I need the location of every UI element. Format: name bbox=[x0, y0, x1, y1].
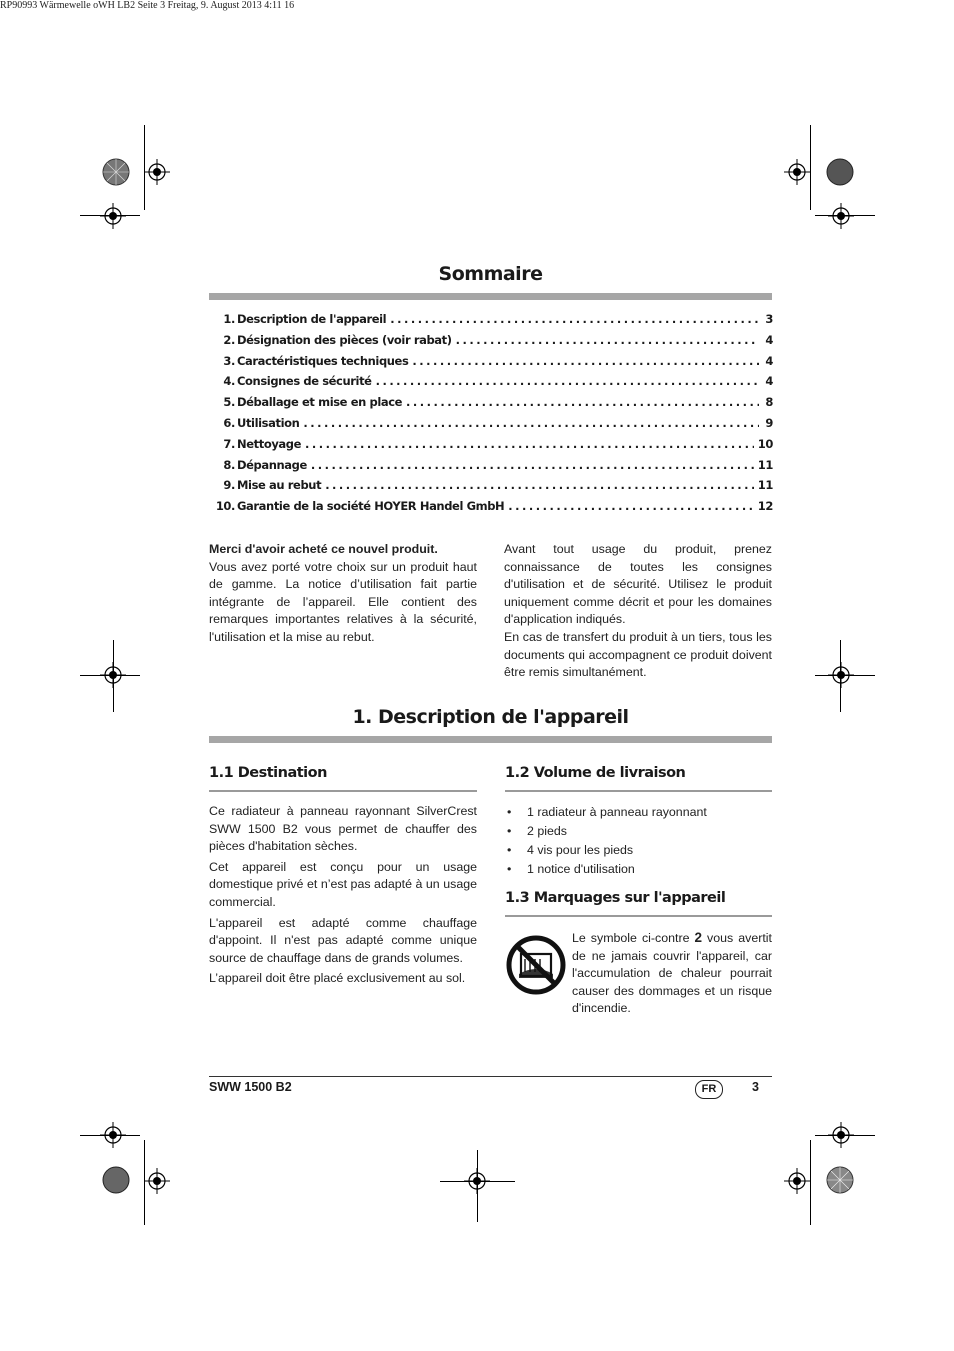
toc-entry[interactable]: 7. Nettoyage ..... 10 bbox=[205, 437, 773, 458]
intro-paragraph: En cas de transfert du produit à un tiers, tous les documents qui accompagnent ce produit doivent être remis simultanément. bbox=[504, 629, 772, 680]
registration-mark-icon bbox=[144, 159, 170, 185]
registration-mark-icon bbox=[828, 203, 854, 229]
registration-mark-icon bbox=[784, 159, 810, 185]
toc-entry[interactable]: 6. Utilisation ..... 9 bbox=[205, 416, 773, 437]
table-of-contents bbox=[205, 312, 773, 520]
part-reference: 2 bbox=[694, 930, 703, 945]
color-rosette-icon bbox=[826, 1166, 854, 1194]
registration-mark-icon bbox=[828, 662, 854, 688]
list-item: • 1 radiateur à panneau rayonnant bbox=[505, 803, 707, 822]
language-badge: FR bbox=[695, 1080, 723, 1099]
subsection-rule bbox=[209, 790, 477, 792]
toc-entry[interactable]: 8. Dépannage ..... 11 bbox=[205, 458, 773, 479]
intro-right-column bbox=[504, 541, 772, 682]
thanks-heading: Merci d'avoir acheté ce nouvel produit. bbox=[209, 542, 438, 556]
destination-paragraph: L'appareil est adapté comme chauffage d'appoint. Il n'est pas adapté comme unique source de chauffage dans de grands volumes. bbox=[209, 915, 477, 965]
registration-mark-icon bbox=[100, 203, 126, 229]
toc-entry[interactable]: 3. Caractéristiques techniques ..... 4 bbox=[205, 354, 773, 375]
list-item: • 4 vis pour les pieds bbox=[505, 841, 707, 860]
volume-heading: 1.2 Volume de livraison bbox=[505, 765, 686, 781]
registration-mark-icon bbox=[144, 1168, 170, 1194]
marquages-text: Le symbole ci-contre 2 vous avertit de ne jamais couvrir l'appareil, car l'accumulation de chaleur pourrait causer des dommages et un risque d'incendie. bbox=[572, 930, 772, 1016]
print-header: RP90993 Wärmewelle oWH LB2 Seite 3 Freitag, 9. August 2013 4:11 16 bbox=[0, 0, 295, 11]
toc-entry[interactable]: 4. Consignes de sécurité ..... 4 bbox=[205, 374, 773, 395]
model-number: SWW 1500 B2 bbox=[209, 1080, 292, 1094]
intro-paragraph: Vous avez porté votre choix sur un produit haut de gamme. La notice d’utilisation fait partie intégrante de l’appareil. Elle contient des remarques importantes relatives à la sécurité, l'utilisation et la mise au rebut. bbox=[209, 559, 477, 644]
color-rosette-icon bbox=[102, 1166, 130, 1194]
destination-paragraph: Ce radiateur à panneau rayonnant SilverCrest SWW 1500 B2 vous permet de chauffer des pièces d'habitation sèches. bbox=[209, 804, 477, 854]
section-rule bbox=[209, 736, 772, 743]
intro-left-column bbox=[209, 541, 477, 647]
toc-entry[interactable]: 1. Description de l'appareil ..... 3 bbox=[205, 312, 773, 333]
registration-mark-icon bbox=[100, 662, 126, 688]
registration-mark-icon bbox=[828, 1122, 854, 1148]
page-number: 3 bbox=[752, 1080, 759, 1094]
marquages-heading: 1.3 Marquages sur l'appareil bbox=[505, 890, 726, 906]
registration-mark-icon bbox=[784, 1168, 810, 1194]
delivery-list bbox=[505, 803, 707, 879]
destination-paragraph: L’appareil doit être placé exclusivement au sol. bbox=[209, 971, 466, 986]
sommaire-rule bbox=[209, 293, 772, 300]
destination-paragraph: Cet appareil est conçu pour un usage domestique privé et n’est pas adapté à un usage commercial. bbox=[209, 859, 477, 909]
registration-mark-icon bbox=[464, 1168, 490, 1194]
toc-entry[interactable]: 10. Garantie de la société HOYER Handel GmbH ..... 12 bbox=[205, 499, 773, 520]
subsection-rule bbox=[505, 790, 772, 792]
do-not-cover-icon bbox=[505, 934, 567, 996]
toc-entry[interactable]: 9. Mise au rebut ..... 11 bbox=[205, 478, 773, 499]
subsection-rule bbox=[505, 915, 772, 917]
registration-mark-icon bbox=[100, 1122, 126, 1148]
list-item: • 1 notice d'utilisation bbox=[505, 860, 707, 879]
color-rosette-icon bbox=[826, 158, 854, 186]
footer-rule bbox=[209, 1076, 772, 1077]
section-title: 1. Description de l'appareil bbox=[352, 706, 629, 728]
sommaire-title: Sommaire bbox=[438, 263, 543, 285]
toc-entry[interactable]: 2. Désignation des pièces (voir rabat) ..... 4 bbox=[205, 333, 773, 354]
color-rosette-icon bbox=[102, 158, 130, 186]
list-item: • 2 pieds bbox=[505, 822, 707, 841]
destination-heading: 1.1 Destination bbox=[209, 765, 327, 781]
destination-text bbox=[209, 803, 477, 988]
toc-entry[interactable]: 5. Déballage et mise en place ..... 8 bbox=[205, 395, 773, 416]
intro-paragraph: Avant tout usage du produit, prenez connaissance de toutes les consignes d'utilisation et de sécurité. Utilisez le produit uniquement comme décrit et pour les domaines d'application indiqués. bbox=[504, 542, 772, 627]
